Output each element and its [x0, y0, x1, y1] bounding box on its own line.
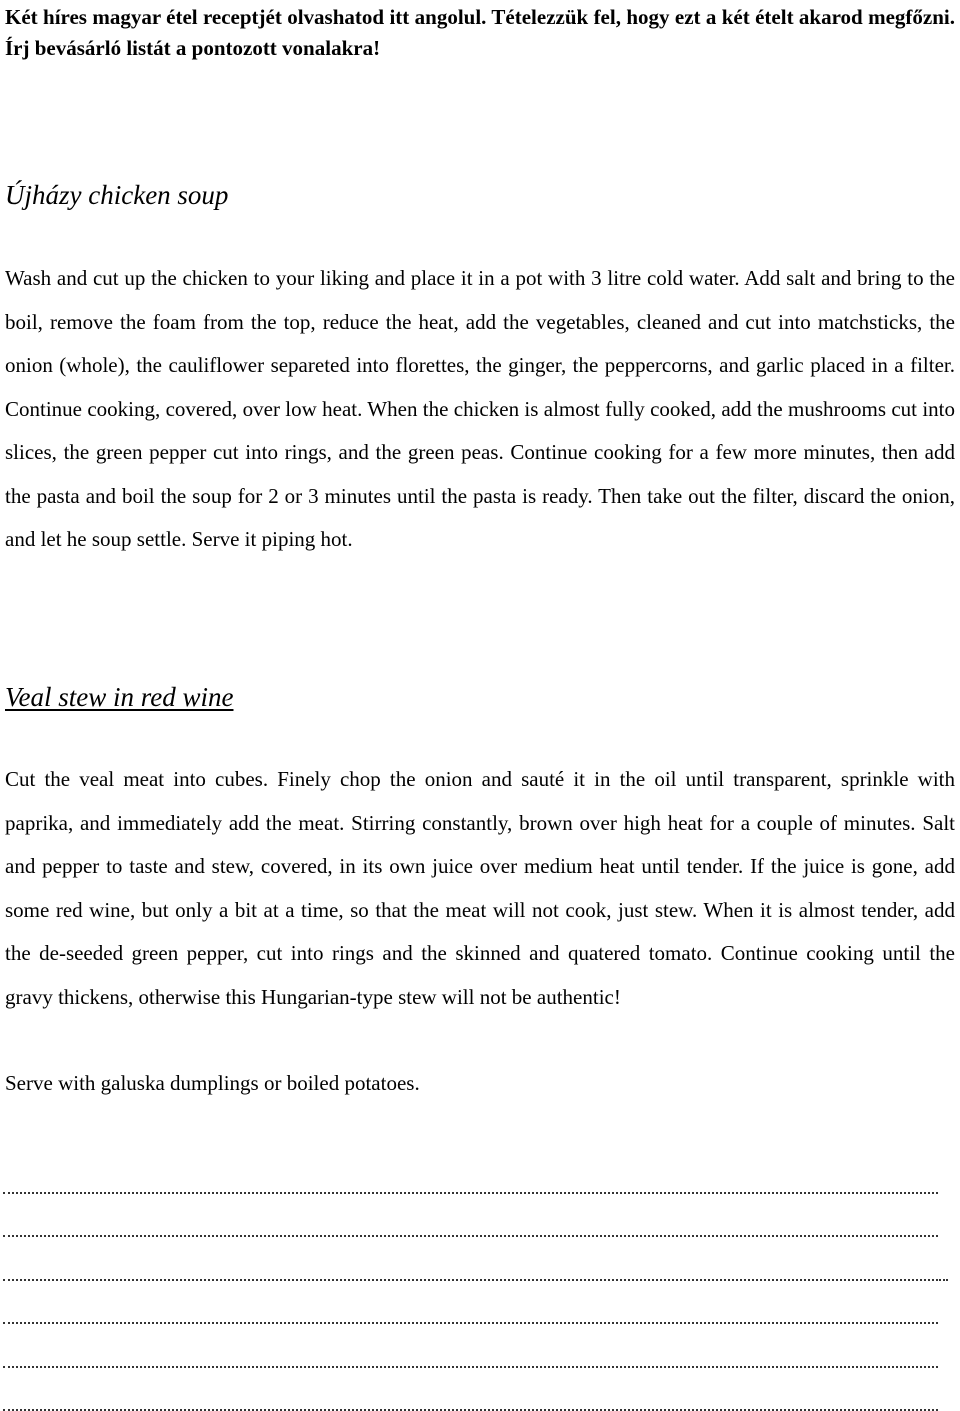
shopping-list-line[interactable] — [3, 1324, 938, 1368]
shopping-list-line[interactable] — [3, 1281, 938, 1325]
recipe-title-veal-stew: Veal stew in red wine — [5, 680, 233, 714]
task-instructions: Két híres magyar étel receptjét olvashatod itt angolul. Tételezzük fel, hogy ezt a két ételt akarod megfőzni. Írj bevásárló listát a pontozott vonalakra! — [5, 2, 955, 64]
shopping-list-line[interactable] — [3, 1194, 938, 1238]
recipe-body-chicken-soup: Wash and cut up the chicken to your liking and place it in a pot with 3 litre cold water. Add salt and bring to the boil, remove the foam from the top, reduce the heat, add the vegetables, cleaned and cut into matchsticks, the onion (whole), the cauliflower separeted into florettes, the ginger, the peppercorns, and garlic placed in a filter. Continue cooking, covered, over low heat. When the chicken is almost fully cooked, add the mushrooms cut into slices, the green pepper cut into rings, and the green peas. Continue cooking for a few more minutes, then add the pasta and boil the soup for 2 or 3 minutes until the pasta is ready. Then take out the filter, discard the onion, and let he soup settle. Serve it piping hot. — [5, 257, 955, 562]
shopping-list-line[interactable] — [3, 1368, 938, 1411]
shopping-list-line[interactable] — [3, 1237, 938, 1281]
recipe-body-veal-stew: Cut the veal meat into cubes. Finely chop the onion and sauté it in the oil until transparent, sprinkle with paprika, and immediately add the meat. Stirring constantly, brown over high heat for a couple of minutes. Salt and pepper to taste and stew, covered, in its own juice over medium heat until tender. If the juice is gone, add some red wine, but only a bit at a time, so that the meat will not cook, just stew. When it is almost tender, add the de-seeded green pepper, cut into rings and the skinned and quatered tomato. Continue cooking until the gravy thickens, otherwise this Hungarian-type stew will not be authentic! — [5, 758, 955, 1019]
shopping-list-lines — [3, 1150, 938, 1411]
recipe-title-chicken-soup: Újházy chicken soup — [5, 178, 228, 212]
shopping-list-line[interactable] — [3, 1150, 938, 1194]
recipe-serving-note: Serve with galuska dumplings or boiled potatoes. — [5, 1062, 420, 1106]
